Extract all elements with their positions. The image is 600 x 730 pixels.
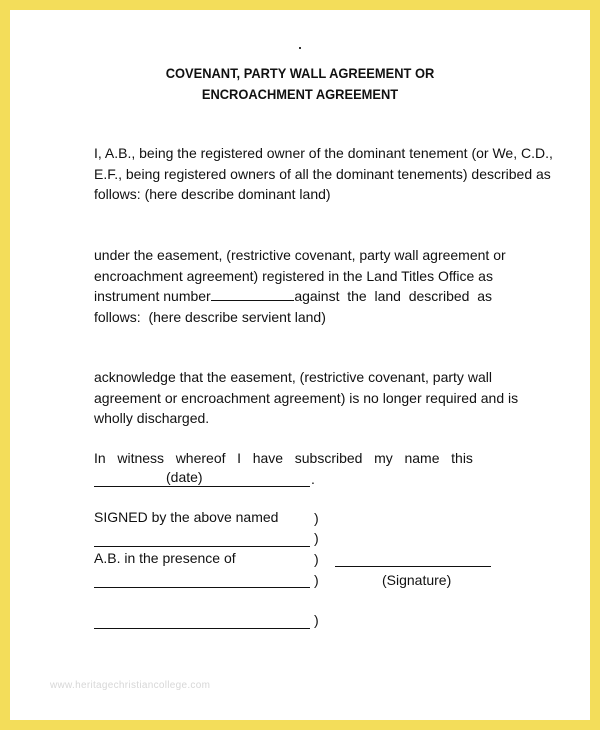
paragraph-line: encroachment agreement) registered in the Land Titles Office as	[94, 267, 493, 284]
witness-line: In witness whereof I have subscribed my name this	[94, 450, 473, 466]
paragraph-line: I, A.B., being the registered owner of the dominant tenement (or We, C.D.,	[94, 145, 553, 161]
instrument-number-suffix: against the land described as	[294, 288, 492, 304]
date-label: (date)	[166, 469, 203, 485]
witness-signature-blank[interactable]	[94, 628, 310, 629]
paren: )	[314, 572, 319, 588]
signed-label: SIGNED by the above named	[94, 509, 279, 525]
date-period: .	[311, 471, 315, 487]
watermark-text: www.heritagechristiancollege.com	[50, 680, 211, 691]
paren: )	[314, 551, 319, 567]
paren: )	[314, 510, 319, 526]
paragraph-owner	[94, 143, 553, 205]
paren: )	[314, 530, 319, 546]
witness-name-blank[interactable]	[94, 587, 310, 588]
ab-presence-label: A.B. in the presence of	[94, 550, 236, 566]
instrument-number-line	[94, 286, 492, 307]
signer-name-blank[interactable]	[94, 546, 310, 547]
document-title-line2: ENCROACHMENT AGREEMENT	[201, 86, 399, 102]
instrument-number-blank[interactable]	[211, 286, 295, 301]
paragraph-line: follows: (here describe dominant land)	[94, 186, 331, 202]
paragraph-line: E.F., being registered owners of all the dominant tenements) described as	[94, 165, 551, 182]
instrument-number-label: instrument number	[94, 288, 211, 304]
document-page	[10, 10, 590, 720]
paragraph-line: wholly discharged.	[94, 410, 210, 426]
witness-paragraph	[94, 448, 492, 469]
signature-blank[interactable]	[335, 566, 491, 567]
paren: )	[314, 612, 319, 628]
paragraph-line: follows: (here describe servient land)	[94, 308, 326, 325]
paragraph-line: under the easement, (restrictive covenant, party wall agreement or	[94, 247, 506, 263]
signature-label: (Signature)	[382, 572, 452, 588]
paragraph-acknowledge	[94, 367, 519, 429]
date-blank[interactable]	[94, 486, 310, 487]
paragraph-line: acknowledge that the easement, (restrictive covenant, party wall	[94, 369, 492, 385]
document-title-line1: COVENANT, PARTY WALL AGREEMENT OR	[165, 65, 435, 81]
paragraph-easement	[94, 245, 506, 327]
paragraph-line: agreement or encroachment agreement) is no longer required and is	[94, 389, 519, 406]
stray-dot	[299, 47, 301, 49]
